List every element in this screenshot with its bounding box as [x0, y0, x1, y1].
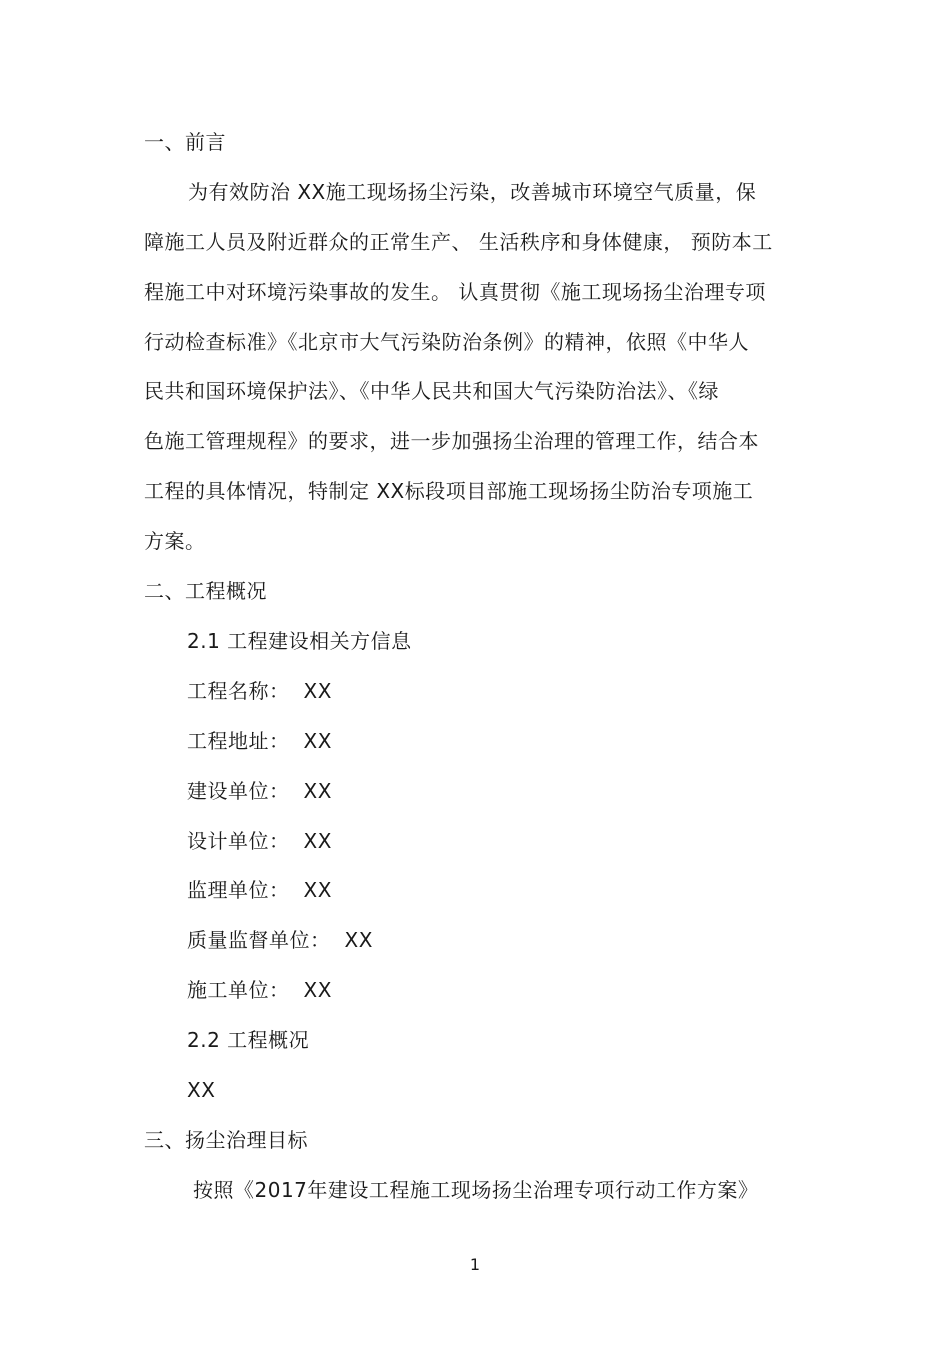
field-value: XX — [303, 679, 332, 703]
page-number: 1 — [469, 1255, 481, 1274]
subsection-heading: 2.1 工程建设相关方信息 — [187, 629, 412, 653]
info-field — [187, 728, 332, 754]
field-label: 建设单位： — [187, 779, 290, 803]
field-value: XX — [303, 829, 332, 853]
info-field — [187, 778, 332, 804]
section-heading-preface: 一、前言 — [144, 130, 226, 154]
field-label: 工程名称： — [187, 679, 290, 703]
field-value: XX — [303, 779, 332, 803]
field-value: XX — [344, 928, 373, 952]
paragraph-line: 行动检查标准》《北京市大气污染防治条例》的精神，依照《中华人 — [144, 330, 749, 354]
paragraph-line: 工程的具体情况，特制定 XX标段项目部施工现场扬尘防治专项施工 — [144, 479, 754, 503]
subsection-body: XX — [187, 1078, 216, 1102]
info-field — [187, 678, 332, 704]
field-value: XX — [303, 729, 332, 753]
info-field — [187, 828, 332, 854]
paragraph-line: 按照《2017年建设工程施工现场扬尘治理专项行动工作方案》 — [193, 1178, 759, 1202]
info-field — [187, 927, 373, 953]
paragraph-line: 程施工中对环境污染事故的发生。 认真贯彻《施工现场扬尘治理专项 — [144, 280, 766, 304]
field-label: 施工单位： — [187, 978, 290, 1002]
info-field — [187, 977, 332, 1003]
paragraph-line: 民共和国环境保护法》、《中华人民共和国大气污染防治法》、《绿 — [144, 379, 719, 403]
paragraph-line: 障施工人员及附近群众的正常生产、 生活秩序和身体健康， 预防本工 — [144, 230, 773, 254]
field-label: 设计单位： — [187, 829, 290, 853]
section-heading-goals: 三、扬尘治理目标 — [144, 1128, 308, 1152]
paragraph-line: 为有效防治 XX施工现场扬尘污染，改善城市环境空气质量，保 — [188, 180, 757, 204]
paragraph-line: 色施工管理规程》的要求，进一步加强扬尘治理的管理工作，结合本 — [144, 429, 759, 453]
field-label: 监理单位： — [187, 878, 290, 902]
field-label: 质量监督单位： — [187, 928, 331, 952]
field-value: XX — [303, 878, 332, 902]
field-value: XX — [303, 978, 332, 1002]
info-field — [187, 877, 332, 903]
field-label: 工程地址： — [187, 729, 290, 753]
subsection-heading: 2.2 工程概况 — [187, 1028, 310, 1052]
section-heading-overview: 二、工程概况 — [144, 579, 267, 603]
paragraph-line: 方案。 — [144, 529, 206, 553]
